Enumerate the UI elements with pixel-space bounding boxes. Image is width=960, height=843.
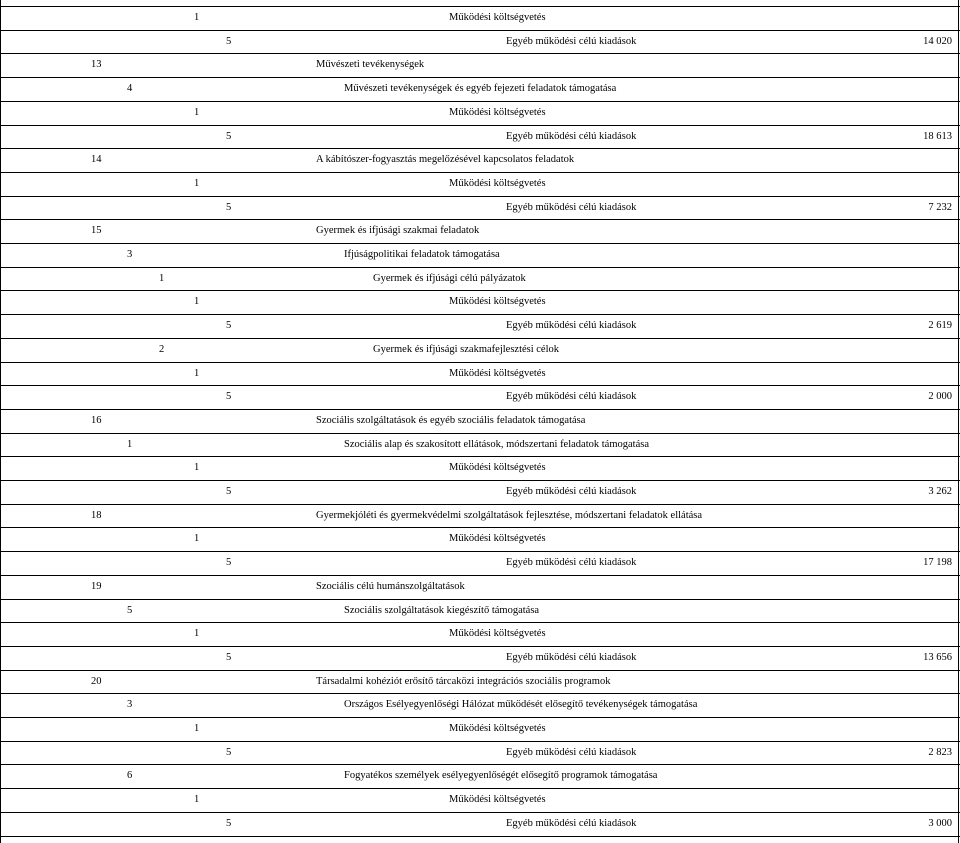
table-row (0, 575, 960, 599)
row-divider (0, 433, 960, 434)
table-row (0, 622, 960, 646)
row-divider (0, 693, 960, 694)
row-divider (0, 338, 960, 339)
table-row (0, 314, 960, 338)
table-row (0, 599, 960, 623)
row-divider (0, 812, 960, 813)
row-divider (0, 788, 960, 789)
row-title: Egyéb működési célú kiadások (506, 35, 637, 47)
row-title: A kábítószer-fogyasztás megelőzésével kapcsolatos feladatok (316, 154, 575, 166)
row-code: 1 (194, 367, 200, 379)
row-divider (0, 314, 960, 315)
table-row (0, 362, 960, 386)
row-amount: 2 000 (928, 391, 952, 403)
row-divider (0, 551, 960, 552)
row-code: 5 (226, 817, 232, 829)
table-row (0, 172, 960, 196)
row-title: Működési költségvetés (449, 628, 546, 640)
row-code: 2 (159, 343, 165, 355)
row-title: Művészeti tevékenységek (316, 59, 425, 71)
table-row (0, 504, 960, 528)
row-title: Működési költségvetés (449, 367, 546, 379)
row-title: Működési költségvetés (449, 296, 546, 308)
table-row (0, 243, 960, 267)
row-code: 5 (226, 35, 232, 47)
row-title: Egyéb működési célú kiadások (506, 746, 637, 758)
table-row (0, 338, 960, 362)
table-row (0, 788, 960, 812)
row-code: 1 (194, 296, 200, 308)
row-code: 1 (194, 723, 200, 734)
row-title: Társadalmi kohéziót erősítő tárcaközi integrációs szociális programok (316, 675, 611, 687)
row-code: 5 (226, 201, 232, 213)
row-title: Gyermek és ifjúsági szakmai feladatok (316, 225, 480, 237)
table-row (0, 693, 960, 717)
row-title: Működési költségvetés (449, 723, 546, 734)
row-title: Működési költségvetés (449, 794, 546, 806)
row-title: Egyéb működési célú kiadások (506, 391, 637, 403)
row-code: 1 (194, 462, 200, 474)
row-title: Egyéb működési célú kiadások (506, 486, 637, 497)
table-row (0, 764, 960, 788)
row-code: 5 (226, 320, 232, 332)
row-divider (0, 125, 960, 126)
row-amount: 17 198 (923, 557, 952, 569)
row-divider (0, 670, 960, 671)
table-row (0, 125, 960, 149)
table-row (0, 6, 960, 30)
row-title: Működési költségvetés (449, 533, 546, 545)
row-code: 16 (91, 414, 102, 426)
row-divider (0, 290, 960, 291)
row-code: 1 (159, 272, 165, 284)
row-code: 5 (226, 746, 232, 758)
row-divider (0, 622, 960, 623)
row-divider (0, 741, 960, 742)
row-amount: 7 232 (928, 201, 952, 213)
row-code: 1 (194, 628, 200, 640)
table-row (0, 670, 960, 694)
row-code: 1 (194, 794, 200, 806)
table-row (0, 196, 960, 220)
row-code: 13 (91, 59, 102, 71)
row-amount: 14 020 (923, 35, 952, 47)
row-title: Ifjúságpolitikai feladatok támogatása (344, 249, 500, 260)
row-title: Egyéb működési célú kiadások (506, 651, 637, 663)
row-amount: 3 262 (928, 486, 952, 497)
table-row (0, 267, 960, 291)
table-row (0, 219, 960, 243)
table-row (0, 433, 960, 457)
row-code: 20 (91, 675, 102, 687)
row-divider (0, 836, 960, 837)
row-code: 1 (127, 438, 133, 450)
row-code: 1 (194, 533, 200, 545)
row-title: Egyéb működési célú kiadások (506, 201, 637, 213)
row-code: 5 (226, 391, 232, 403)
row-title: Működési költségvetés (449, 462, 546, 474)
row-divider (0, 77, 960, 78)
row-divider (0, 646, 960, 647)
row-divider (0, 717, 960, 718)
row-divider (0, 480, 960, 481)
row-divider (0, 267, 960, 268)
row-code: 3 (127, 699, 133, 711)
row-divider (0, 575, 960, 576)
row-title: Szociális alap és szakosított ellátások, módszertani feladatok támogatása (344, 438, 649, 450)
table-row (0, 53, 960, 77)
row-divider (0, 53, 960, 54)
row-title: Működési költségvetés (449, 177, 546, 189)
row-divider (0, 409, 960, 410)
row-title: Művészeti tevékenységek és egyéb fejezeti feladatok támogatása (344, 83, 617, 95)
table-row (0, 741, 960, 765)
row-code: 5 (226, 651, 232, 663)
row-divider (0, 599, 960, 600)
row-title: Szociális célú humánszolgáltatások (316, 580, 465, 592)
row-title: Egyéb működési célú kiadások (506, 130, 637, 142)
row-code: 5 (226, 130, 232, 142)
row-amount: 2 823 (928, 746, 952, 758)
row-divider (0, 30, 960, 31)
row-code: 14 (91, 154, 102, 166)
row-title: Működési költségvetés (449, 106, 546, 118)
row-divider (0, 527, 960, 528)
row-title: Gyermekjóléti és gyermekvédelmi szolgáltatások fejlesztése, módszertani feladatok ellátása (316, 509, 703, 521)
row-code: 4 (127, 83, 133, 95)
row-code: 1 (194, 106, 200, 118)
row-title: Egyéb működési célú kiadások (506, 320, 637, 332)
row-code: 3 (127, 249, 133, 260)
row-title: Egyéb működési célú kiadások (506, 817, 637, 829)
table-row (0, 409, 960, 433)
row-amount: 3 000 (928, 817, 952, 829)
table-row (0, 101, 960, 125)
row-title: Egyéb működési célú kiadások (506, 557, 637, 569)
row-divider (0, 196, 960, 197)
table-row (0, 480, 960, 504)
row-title: Gyermek és ifjúsági célú pályázatok (373, 272, 526, 284)
row-divider (0, 764, 960, 765)
row-divider (0, 362, 960, 363)
table-row (0, 30, 960, 54)
table-row (0, 551, 960, 575)
row-title: Szociális szolgáltatások és egyéb szociális feladatok támogatása (316, 414, 586, 426)
table-row (0, 527, 960, 551)
row-divider (0, 172, 960, 173)
table-row (0, 148, 960, 172)
row-amount: 18 613 (923, 130, 952, 142)
row-title: Gyermek és ifjúsági szakmafejlesztési célok (373, 343, 560, 355)
row-code: 5 (226, 486, 232, 497)
row-code: 5 (127, 604, 133, 616)
row-code: 15 (91, 225, 102, 237)
row-divider (0, 101, 960, 102)
row-divider (0, 456, 960, 457)
row-title: Szociális szolgáltatások kiegészítő támogatása (344, 604, 540, 616)
row-code: 1 (194, 12, 200, 23)
row-title: Országos Esélyegyenlőségi Hálózat működését elősegítő tevékenységek támogatása (344, 699, 698, 711)
row-code: 6 (127, 770, 133, 782)
row-amount: 13 656 (923, 651, 952, 663)
row-code: 5 (226, 557, 232, 569)
table-row (0, 646, 960, 670)
table-row (0, 290, 960, 314)
row-code: 18 (91, 509, 102, 521)
row-divider (0, 504, 960, 505)
table-row (0, 77, 960, 101)
table-row (0, 812, 960, 836)
row-divider (0, 148, 960, 149)
row-code: 19 (91, 580, 102, 592)
row-title: Működési költségvetés (449, 12, 546, 23)
row-divider (0, 219, 960, 220)
table-row (0, 456, 960, 480)
row-code: 1 (194, 177, 200, 189)
row-divider (0, 243, 960, 244)
table-row (0, 717, 960, 741)
row-title: Fogyatékos személyek esélyegyenlőségét elősegítő programok támogatása (344, 770, 658, 782)
row-divider (0, 6, 960, 7)
row-amount: 2 619 (928, 320, 952, 332)
row-divider (0, 385, 960, 386)
table-row (0, 385, 960, 409)
